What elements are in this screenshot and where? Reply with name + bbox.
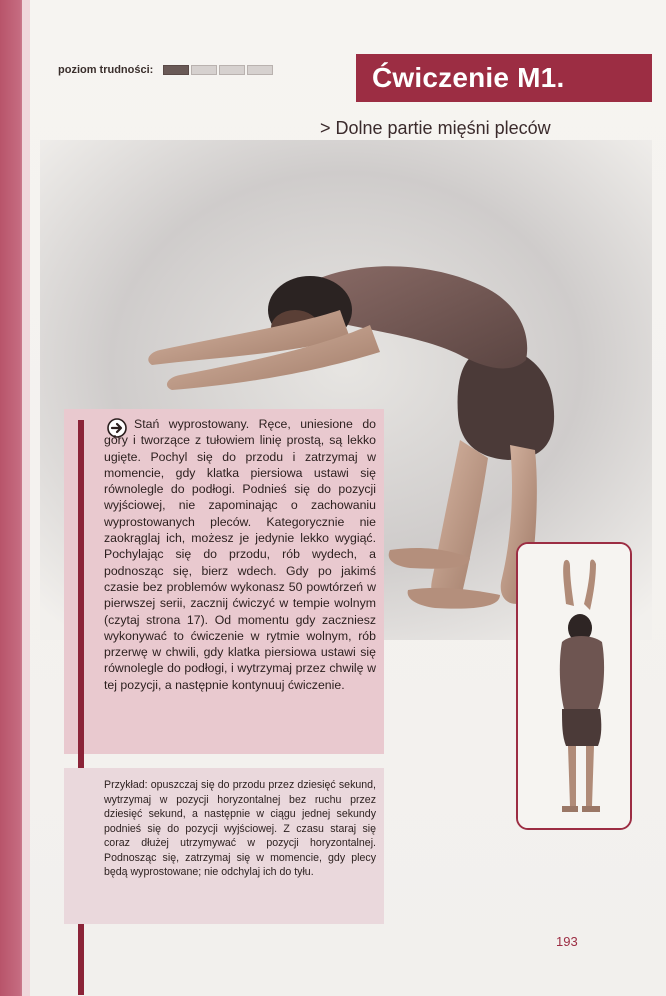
inset-photo (516, 542, 632, 830)
page-subtitle: > Dolne partie mięśni pleców (320, 118, 551, 138)
page-title: Ćwiczenie M1. (372, 62, 565, 93)
difficulty-label: poziom trudności: (58, 64, 154, 76)
instruction-text: Stań wyprostowany. Ręce, uniesione do góry i tworzące z tułowiem linię prostą, są lekko ugięte. Pochyl się do przodu i zatrzymaj w momencie, gdy klatka piersiowa ustawi się równolegle do podłogi. Podnieś się do pozycji wyjściowej, nie zapominając o zachowaniu wyprostowanych pleców. Kategorycznie nie zaokrąglaj ich, możesz je jedynie lekko wygiąć. Pochylając się do przodu, rób wydech, a podnosząc się, bierz wdech. Gdy po jakimś czasie bez problemów wykonasz 50 powtórzeń w pierwszej serii, zacznij ćwiczyć w tempie wolnym (czytaj strona 17). Od momentu gdy zaczniesz wykonywać to ćwiczenie w rytmie wolnym, rób przerwę w chwili, gdy klatka piersiowa ustawi się równolegle do podłogi, i wytrzymaj przez chwilę w tej pozycji, a następnie kontynuuj ćwiczenie. (104, 417, 376, 692)
difficulty-indicator (58, 64, 273, 76)
difficulty-bar (247, 65, 273, 75)
difficulty-bar (219, 65, 245, 75)
difficulty-bars (163, 65, 273, 75)
title-banner (356, 54, 652, 102)
page-number: 193 (556, 934, 578, 949)
difficulty-bar (163, 65, 189, 75)
left-strip-highlight (22, 0, 30, 996)
example-text: Przykład: opuszczaj się do przodu przez dziesięć sekund, wytrzymaj w pozycji horyzontalnej bez ruchu przez dziesięć sekund, a następnie w ciągu jednej sekundy podnieś się do pozycji wyjściowej. Z czasu staraj się coraz dłużej utrzymywać w pozycji horyzontalnej. Podnosząc się, zatrzymaj się w momencie, gdy plecy będą wyprostowane; nie odchylaj ich do tyłu. (104, 779, 376, 878)
difficulty-bar (191, 65, 217, 75)
